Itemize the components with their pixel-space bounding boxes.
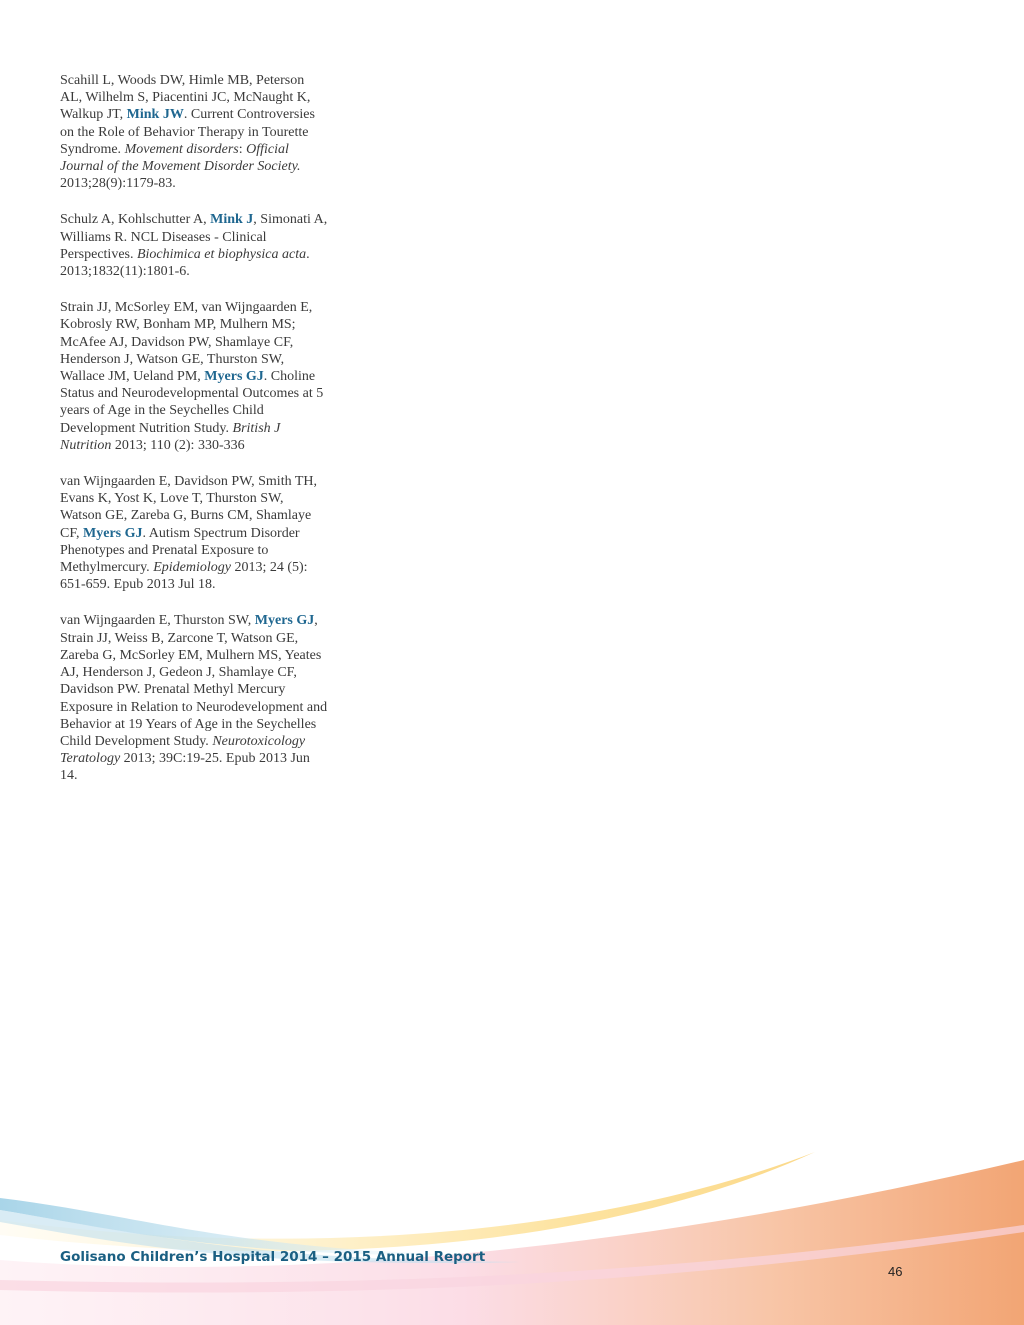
reference-text: 2013;28(9):1179-83. xyxy=(60,176,176,192)
journal-title: Official Journal of the Movement Disorder Society. xyxy=(60,141,301,175)
highlighted-author: Myers GJ xyxy=(204,369,264,385)
reference-entry xyxy=(60,211,328,280)
journal-title: Biochimica et biophysica acta xyxy=(136,246,307,262)
journal-title: Movement disorders xyxy=(124,141,239,157)
page-number: 46 xyxy=(888,1264,903,1279)
reference-text: Schulz A, Kohlschutter A, xyxy=(60,212,211,228)
reference-text: : xyxy=(238,141,247,157)
reference-text: Strain JJ, McSorley EM, van Wijngaarden E, Kobrosly RW, Bonham MP, Mulhern MS; McAfee AJ, Davidson PW, Shamlaye CF, Henderson J, Watson GE, Thurston SW, Wallace JM, Ueland PM, xyxy=(60,300,313,385)
highlighted-author: Mink JW xyxy=(126,107,184,123)
reference-entry xyxy=(60,72,328,192)
reference-text: 2013; 24 (5): 651-659. Epub 2013 Jul 18. xyxy=(60,560,308,593)
reference-text: van Wijngaarden E, Thurston SW, xyxy=(60,613,255,629)
highlighted-author: Myers GJ xyxy=(83,525,143,541)
reference-text: 2013; 110 (2): 330-336 xyxy=(111,437,245,453)
highlighted-author: Myers GJ xyxy=(254,613,315,629)
journal-title: British J Nutrition xyxy=(60,420,281,453)
reference-entry xyxy=(60,299,328,454)
footer-swoosh-graphic xyxy=(0,1140,1024,1325)
journal-title: Epidemiology xyxy=(153,560,231,576)
reference-text: , Simonati A, Williams R. NCL Diseases - Clinical Perspectives. xyxy=(60,212,328,262)
reference-text: van Wijngaarden E, Davidson PW, Smith TH, Evans K, Yost K, Love T, Thurston SW, Watson GE, Zareba G, Burns CM, Shamlaye CF, xyxy=(60,474,317,541)
reference-list xyxy=(60,72,328,804)
reference-text: Scahill L, Woods DW, Himle MB, Peterson AL, Wilhelm S, Piacentini JC, McNaught K, Walkup JT, xyxy=(60,73,311,123)
reference-entry xyxy=(60,612,328,784)
reference-entry xyxy=(60,473,328,593)
reference-text: . Autism Spectrum Disorder Phenotypes and Prenatal Exposure to Methylmercury. xyxy=(60,525,300,576)
reference-text: , Strain JJ, Weiss B, Zarcone T, Watson GE, Zareba G, McSorley EM, Mulhern MS, Yeates AJ, Henderson J, Gedeon J, Shamlaye CF, Davidson PW. Prenatal Methyl Mercury Exposure in Relation to Neurodevelopment and Behavior at 19 Years of Age in the Seychelles Child Development Study. xyxy=(60,613,328,749)
reference-text: . 2013;1832(11):1801-6. xyxy=(60,246,310,280)
footer-title: Golisano Children’s Hospital 2014 – 2015 Annual Report xyxy=(60,1249,486,1265)
reference-text: . Choline Status and Neurodevelopmental Outcomes at 5 years of Age in the Seychelles Child Development Nutrition Study. xyxy=(60,369,324,436)
reference-text: 2013; 39C:19-25. Epub 2013 Jun 14. xyxy=(60,751,310,784)
reference-text: . Current Controversies on the Role of Behavior Therapy in Tourette Syndrome. xyxy=(60,107,315,157)
highlighted-author: Mink J xyxy=(210,212,254,228)
journal-title: Neurotoxicology Teratology xyxy=(60,733,306,767)
